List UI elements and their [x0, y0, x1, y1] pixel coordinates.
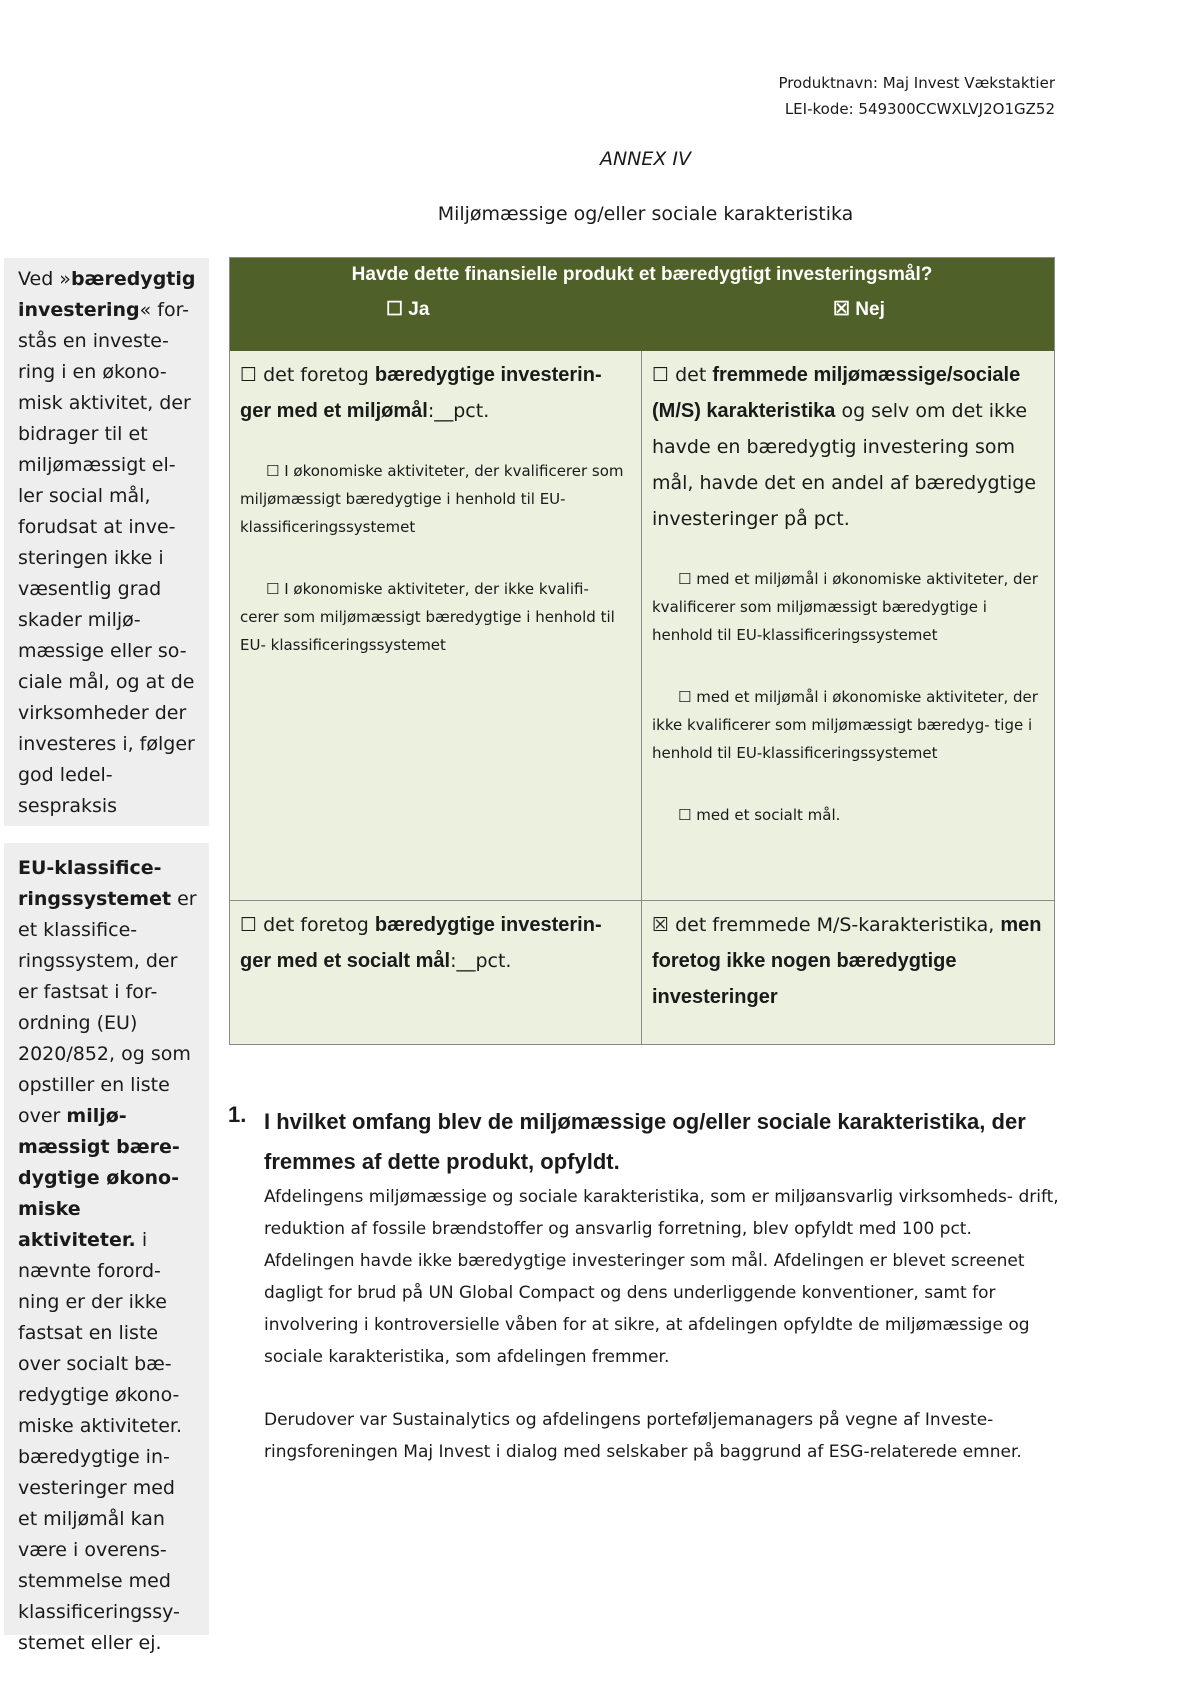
document-title: Miljømæssige og/eller sociale karakteristika [437, 203, 854, 225]
env-sub1-text: ☐ I økonomiske aktiviteter, der kvalificerer som miljømæssigt bæredygtige i henhold til EU- klassificeringssystemet [240, 462, 624, 536]
def1-pre: Ved » [18, 268, 71, 290]
table-header [230, 258, 1054, 351]
promoted-es-suffix: og selv om det ikke havde en bæredygtig investering som mål, havde det en andel af bæredygtige investeringer på pct. [652, 400, 1037, 530]
option-no-checkbox: ☒ Nej [833, 299, 885, 320]
section-paragraph-2: Derudover var Sustainalytics og afdelingens porteføljemanagers på vegne af Investe- ringsforeningen Maj Invest i dialog med selskaber på baggrund af ESG-relaterede emner. [264, 1410, 1022, 1462]
def1-term: bæredygtig investering [18, 268, 196, 321]
def1-post: « for- stås en investe- ring i en økono- misk aktivitet, der bidrager til et miljømæssigt el- ler social mål, forudsat at inve- steringen ikke i væsentlig grad skader miljø- mæssige eller so- ciale mål, og at de virksomheder der investeres i, følger god ledel- sespraksis [18, 299, 195, 817]
es-sub-social [652, 801, 1044, 829]
social-objective-suffix: :__pct. [450, 950, 512, 972]
es-sub-aligned [652, 565, 1044, 649]
def2-term2: miljø- mæssigt bære- dygtige økono- miske aktiviteter. [18, 1105, 180, 1251]
cell-env-objective [230, 351, 642, 901]
definition-eu-taxonomy [4, 843, 209, 1654]
es-sub3-text: ☐ med et socialt mål. [678, 806, 841, 824]
product-header [778, 70, 1055, 122]
table-question: Havde dette finansielle produkt et bæredygtigt investeringsmål? [351, 264, 933, 285]
def2-text2: i nævnte forord- ning er der ikke fastsat en liste over socialt bæ- redygtige økono- miske aktiviteter. bæredygtige in- vesteringer med et miljømål kan være i overens- stemmelse med klassificeringssy- stemet eller ej. [18, 1229, 183, 1654]
cell-es-no-sustainable [642, 901, 1054, 1044]
env-objective-suffix: :__pct. [427, 400, 490, 422]
env-objective-text [240, 357, 631, 429]
es-sub2-text: ☐ med et miljømål i økonomiske aktiviteter, der ikke kvalificerer som miljømæssigt bæredyg- tige i henhold til EU-klassificeringssystemet [652, 688, 1038, 762]
env-objective-prefix: ☐ det foretog [240, 364, 375, 386]
section-paragraph-1: Afdelingens miljømæssige og sociale karakteristika, som er miljøansvarlig virksomheds- drift, reduktion af fossile brændstoffer og ansvarlig forretning, blev opfyldt med 100 pct. Afdelingen havde ikke bæredygtige investeringer som mål. Afdelingen er blevet screenet dagligt for brud på UN Global Compact og dens underliggende konventioner, samt for involvering i kontroversielle våben for at sikre, at afdelingen opfyldte de miljømæssige og sociale karakteristika, som afdelingen fremmer. [264, 1187, 1059, 1367]
def2-text1: er et klassifice- ringssystem, der er fastsat i for- ordning (EU) 2020/852, og som opstiller en liste over [18, 888, 197, 1127]
social-objective-text [240, 907, 631, 979]
cell-social-objective [230, 901, 642, 1044]
social-objective-bold: bæredygtige investerin- ger med et socialt mål [240, 914, 602, 972]
env-sub-taxonomy-aligned [240, 457, 631, 541]
promoted-es-prefix: ☐ det [652, 364, 713, 386]
social-objective-prefix: ☐ det foretog [240, 914, 375, 936]
es-sub1-text: ☐ med et miljømål i økonomiske aktiviteter, der kvalificerer som miljømæssigt bæredygtige i henhold til EU-klassificeringssystemet [652, 570, 1038, 644]
es-no-sustainable-text [652, 907, 1044, 1015]
section-heading: I hvilket omfang blev de miljømæssige og/eller sociale karakteristika, der fremmes af dette produkt, opfyldt. [264, 1109, 1026, 1174]
es-sub-not-aligned [652, 683, 1044, 767]
promoted-es-bold: fremmede miljømæssige/sociale (M/S) karakteristika [652, 364, 1021, 422]
env-sub2-text: ☐ I økonomiske aktiviteter, der ikke kvalifi- cerer som miljømæssigt bæredygtige i henhold til EU- klassificeringssystemet [240, 580, 615, 654]
annex-label: ANNEX IV [599, 148, 692, 170]
promoted-es-text [652, 357, 1044, 537]
env-sub-not-aligned [240, 575, 631, 659]
product-name: Produktnavn: Maj Invest Vækstaktier [778, 74, 1055, 92]
def2-term: EU-klassifice- ringssystemet [18, 857, 172, 910]
definition-sustainable-investment [4, 258, 209, 826]
env-objective-bold: bæredygtige investerin- ger med et miljømål [240, 364, 602, 422]
section-number: 1. [228, 1102, 247, 1127]
es-no-sustainable-bold: men foretog ikke nogen bæredygtige investeringer [652, 914, 1042, 1008]
option-yes-checkbox: ☐ Ja [386, 299, 430, 320]
lei-code: LEI-kode: 549300CCWXLVJ2O1GZ52 [784, 100, 1055, 118]
cell-promoted-es [642, 351, 1054, 901]
sustainable-objective-table [229, 257, 1055, 1045]
es-no-sustainable-prefix: ☒ det fremmede M/S-karakteristika, [652, 914, 1001, 936]
